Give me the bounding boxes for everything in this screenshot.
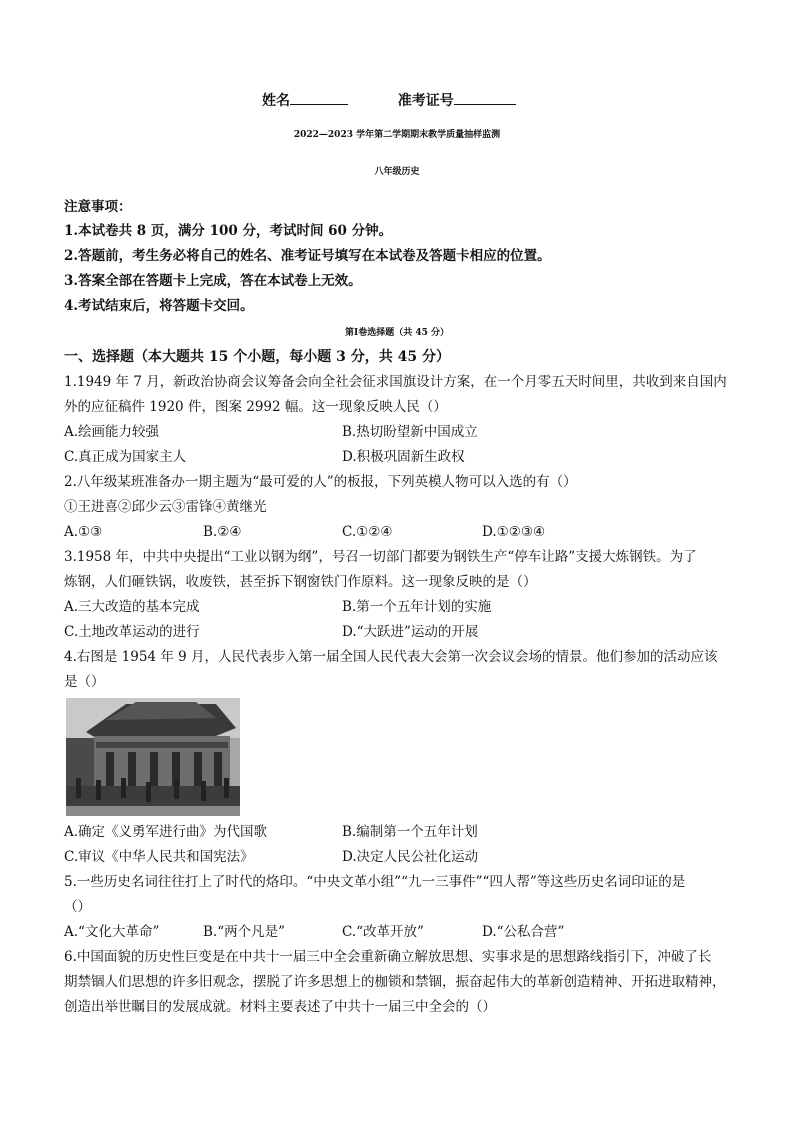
question-text: （） bbox=[64, 899, 91, 915]
question-text: 4.右图是 1954 年 9 月，人民代表步入第一届全国人民代表大会第一次会议会场的情景。他们参加的活动应该 bbox=[64, 649, 718, 665]
question-text: 5.一些历史名词往往打上了时代的烙印。“中央文革小组”“九一三事件”“四人帮”等这些历史名词印证的是 bbox=[64, 874, 686, 890]
question-text: 1.1949 年 7 月，新政治协商会议筹备会向全社会征求国旗设计方案，在一个月零五天时间里，共收到来自国内 bbox=[64, 374, 727, 390]
question-text: 2.八年级某班准备办一期主题为“最可爱的人”的板报，下列英模人物可以入选的有（） bbox=[64, 474, 577, 490]
question-text: 6.中国面貌的历史性巨变是在中共十一届三中全会重新确立解放思想、实事求是的思想路线指引下，冲破了长 bbox=[64, 949, 712, 965]
id-blank bbox=[454, 90, 516, 105]
option-b: B.②④ bbox=[203, 524, 242, 540]
question-text: 创造出举世瞩目的发展成就。材料主要表述了中共十一届三中全会的（） bbox=[64, 999, 496, 1015]
option-c: C.土地改革运动的进行 bbox=[64, 624, 200, 640]
option-b: B.第一个五年计划的实施 bbox=[342, 599, 492, 615]
exam-title: 2022—2023 学年第二学期期末教学质量抽样监测 bbox=[293, 130, 501, 140]
option-d: D.“公私合营” bbox=[482, 924, 565, 940]
option-a: A.绘画能力较强 bbox=[64, 424, 160, 440]
section-heading: 一、选择题（本大题共 15 个小题，每小题 3 分，共 45 分） bbox=[64, 349, 450, 365]
question-text: 是（） bbox=[64, 674, 105, 690]
notice-item: 4.考试结束后，将答题卡交回。 bbox=[64, 298, 254, 314]
question-text: ①王进喜②邱少云③雷锋④黄继光 bbox=[64, 499, 267, 515]
option-a: A.①③ bbox=[64, 524, 103, 540]
id-label: 准考证号 bbox=[397, 93, 454, 109]
option-c: C.真正成为国家主人 bbox=[64, 449, 187, 465]
meeting-hall-photo-icon bbox=[66, 698, 240, 816]
name-id-line bbox=[262, 90, 516, 110]
meeting-hall-photo bbox=[66, 698, 240, 816]
notice-item: 2.答题前，考生务必将自己的姓名、准考证号填写在本试卷及答题卡相应的位置。 bbox=[64, 248, 551, 264]
option-c: C.①②④ bbox=[342, 524, 393, 540]
option-a: A.“文化大革命” bbox=[64, 924, 160, 940]
option-c: C.审议《中华人民共和国宪法》 bbox=[64, 849, 254, 865]
option-d: D.①②③④ bbox=[482, 524, 546, 540]
name-blank bbox=[290, 90, 348, 105]
question-text: 炼钢，人们砸铁锅，收废铁，甚至拆下钢窗铁门作原料。这一现象反映的是（） bbox=[64, 574, 537, 590]
option-d: D.积极巩固新生政权 bbox=[342, 449, 465, 465]
option-b: B.“两个凡是” bbox=[203, 924, 286, 940]
question-text: 期禁锢人们思想的许多旧观念，摆脱了许多思想上的枷锁和禁锢，振奋起伟大的革新创造精神、开拓进取精神， bbox=[64, 974, 726, 990]
option-d: D.“大跃进”运动的开展 bbox=[342, 624, 479, 640]
part-title: 第Ⅰ卷选择题（共 45 分） bbox=[344, 328, 449, 338]
option-b: B.编制第一个五年计划 bbox=[342, 824, 478, 840]
option-b: B.热切盼望新中国成立 bbox=[342, 424, 478, 440]
name-label: 姓名 bbox=[262, 93, 290, 109]
notice-item: 1.本试卷共 8 页，满分 100 分，考试时间 60 分钟。 bbox=[64, 223, 393, 239]
question-text: 3.1958 年，中共中央提出“工业以钢为纲”，号召一切部门都要为钢铁生产“停车让路”支援大炼钢铁。为了 bbox=[64, 549, 697, 565]
exam-subtitle: 八年级历史 bbox=[374, 167, 420, 177]
option-c: C.“改革开放” bbox=[342, 924, 424, 940]
question-text: 外的应征稿件 1920 件，图案 2992 幅。这一现象反映人民（） bbox=[64, 399, 447, 415]
notice-item: 3.答案全部在答题卡上完成，答在本试卷上无效。 bbox=[64, 273, 362, 289]
option-d: D.决定人民公社化运动 bbox=[342, 849, 479, 865]
option-a: A.三大改造的基本完成 bbox=[64, 599, 200, 615]
notice-heading: 注意事项： bbox=[64, 199, 132, 215]
option-a: A.确定《义勇军进行曲》为代国歌 bbox=[64, 824, 268, 840]
